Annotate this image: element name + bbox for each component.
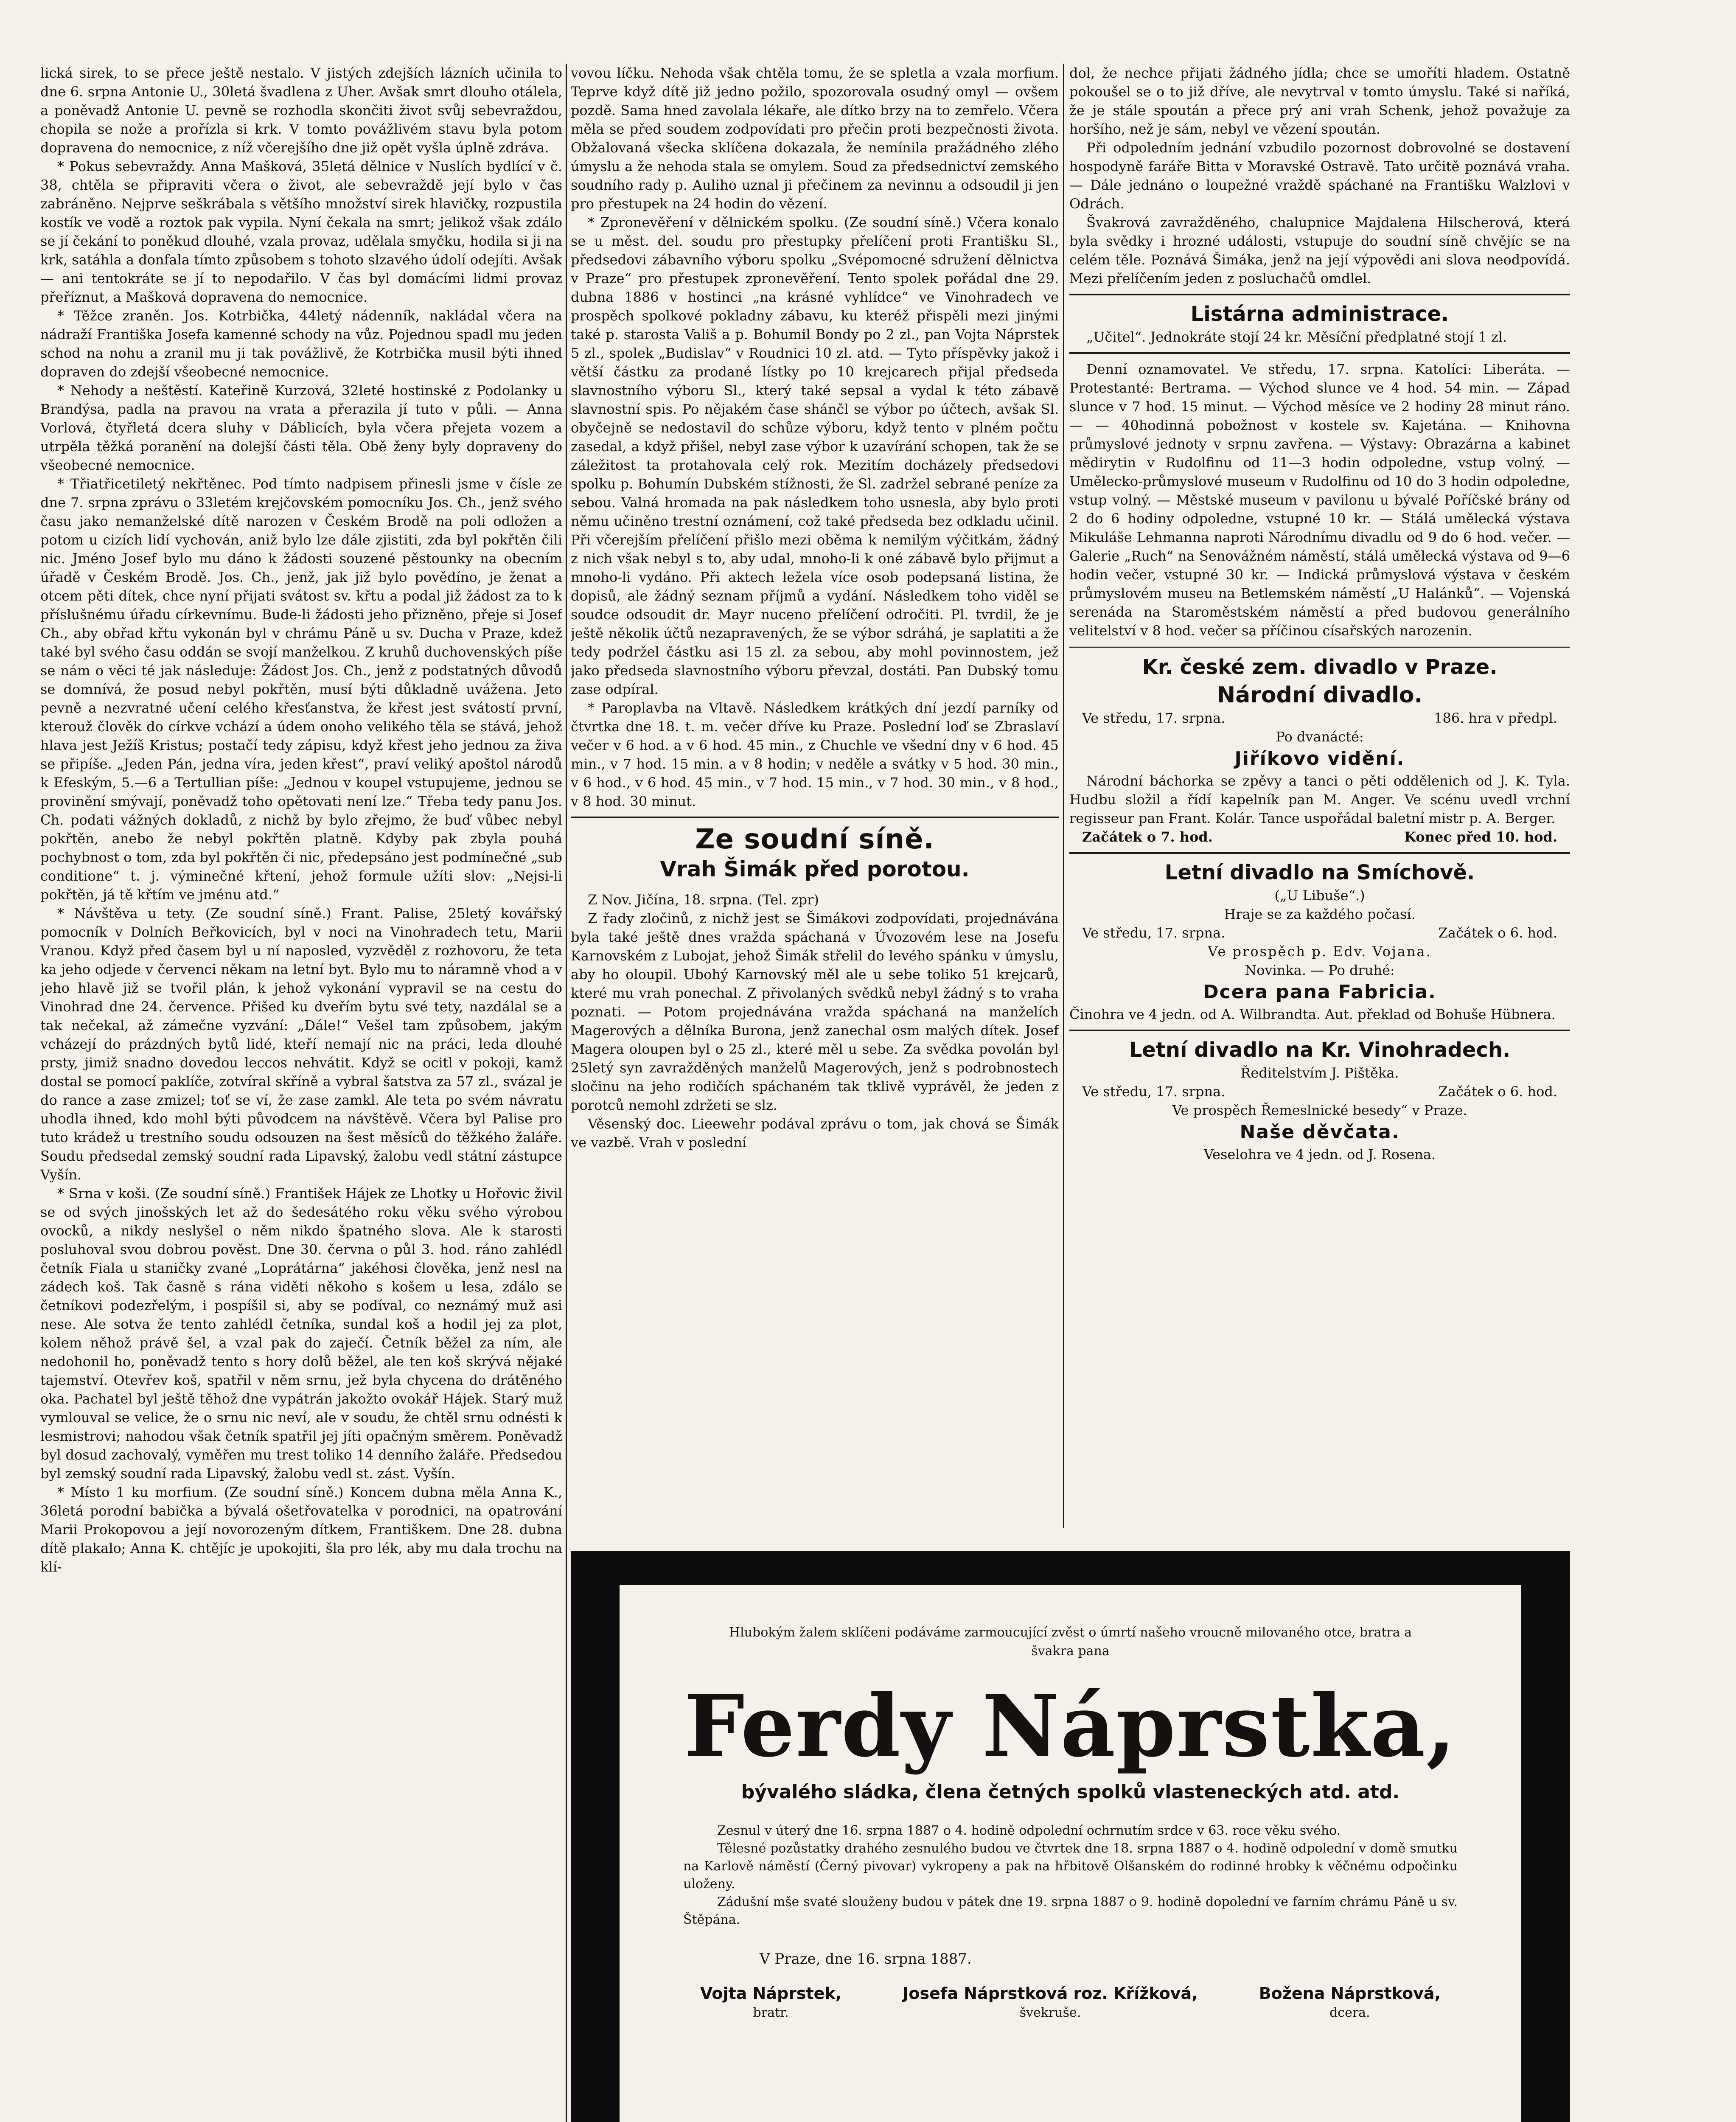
- signer-name: Vojta Náprstek,: [700, 1984, 842, 2003]
- theater-header: Kr. české zem. divadlo v Praze.: [1142, 655, 1498, 679]
- theater-performance: 186. hra v předpl.: [1434, 710, 1557, 726]
- benefit-line: Ve prospěch Řemeslnické besedy“ v Praze.: [1172, 1102, 1467, 1118]
- obituary-signatures: [700, 1982, 1441, 2021]
- signer: [1259, 1982, 1441, 2021]
- section-heading: Ze soudní síně.: [695, 824, 934, 855]
- benefit-line: Ve prospěch p. Edv. Vojana.: [1208, 943, 1432, 960]
- theater-date: Ve středu, 17. srpna.: [1082, 925, 1226, 941]
- signer: [700, 1982, 841, 2021]
- theater-date: Ve středu, 17. srpna.: [1082, 710, 1226, 726]
- column-left: [40, 64, 562, 2122]
- start-time: Začátek o 7. hod.: [1082, 829, 1213, 845]
- news-paragraph: Věsenský doc. Lieewehr podával zprávu o tom, jak chová se Šimák ve vazbě. Vrah v poslední: [571, 1116, 1059, 1151]
- end-time: Konec před 10. hod.: [1404, 829, 1557, 845]
- theater-date-row: [1069, 1082, 1570, 1101]
- theater-note: Novinka. — Po druhé:: [1245, 962, 1395, 978]
- divider: [571, 817, 1059, 818]
- theater-date-row: [1069, 923, 1570, 942]
- news-paragraph: Švakrová zavražděného, chalupnice Majdalena Hilscherová, která byla svědky i hrozné události, vstupuje do soudní síně chvějíc se na celém těle. Poznává Šimáka, jenž na její výpovědi ani slova neodpovídá. Mezi přelíčením jeden z posluchačů omdlel.: [1069, 214, 1570, 286]
- play-title: Dcera pana Fabricia.: [1203, 981, 1436, 1003]
- signer-name: Josefa Náprstková roz. Křížková,: [903, 1984, 1198, 2003]
- signer-role: švekruše.: [1019, 2005, 1081, 2020]
- column-rule: [566, 64, 567, 2122]
- theater-date: Ve středu, 17. srpna.: [1082, 1083, 1226, 1100]
- signer-role: bratr.: [753, 2005, 789, 2020]
- news-paragraph: * Nehody a neštěstí. Kateřině Kurzová, 32leté hostinské z Podolanky u Brandýsa, padla na pravou na vrata a přerazila jí tuto v půli. — Anna Vorlová, čtyřletá dcera sluhy v Dáblicích, byla včera přejeta vozem a utrpěla těžká poranění na dolejší části těla. Obě ženy byly dopraveny do všeobecné nemocnice.: [40, 382, 562, 473]
- news-paragraph: * Místo 1 ku morfium. (Ze soudní síně.) Koncem dubna měla Anna K., 36letá porodní babička a bývalá ošetřovatelka v porodnici, na opatrování Marii Prokopovou a její novorozeným dítkem, Františkem. Dne 28. dubna dítě plakalo; Anna K. chtějíc je upokojiti, šla pro lék, aby mu dala trochu na klí-: [40, 1484, 562, 1575]
- theater-name: Letní divadlo na Kr. Vinohradech.: [1129, 1038, 1511, 1062]
- news-paragraph: * Návštěva u tety. (Ze soudní síně.) Frant. Palise, 25letý kovářský pomocník v Dolních Beřkovicích, byl v noci na Vinohradech tetu, Marii Vranou. Když před časem byl u ní naposled, vyzvěděl z rozhovoru, že teta ka jeho odjede v červenci někam na letní byt. Bylo mu to náramně vhod a v jeho hlavě již se tvořil plán, k jehož vykonání vypravil se na cestu do Vinohrad dne 24. července. Přišed ku dveřím bytu své tety, nazdálal se a tak nečekal, až zámečne vyzvání: „Dále!“ Vešel tam způsobem, jakým vcházejí do prázdných bytů lidé, kteří nemají nic na práci, leda dlouhé prsty, jimiž snadno dovedou leccos nehvátit. Když se ocitl v pokoji, kamž dostal se pomocí paklíče, zotvíral skříně a vybral šatstva za 57 zl., svázal je do rance a zase zmizel; toť se ví, že zase zamkl. Ale teta po svém návratu uhodla ihned, kdo mohl býti původcem na návštěvě. Včera byl Palise pro tuto krádež u trestního soudu odsouzen na šest měsíců do těžkého žaláře. Soudu předsedal zemský soudní rada Lipavský, žalobu vedl státní zástupce Vyšín.: [40, 905, 562, 1183]
- obituary-intro: Hlubokým žalem sklíčeni podáváme zarmoucující zvěst o úmrtí našeho vroucně milovaného otce, bratra a švakra pana: [729, 1625, 1412, 1659]
- news-paragraph: Z řady zločinů, z nichž jest se Šimákovi zodpovídati, projednávána byla také ještě dnes vražda spáchaná v Úvozovém lese na Josefu Karnovském z Lubojat, jehož Šimák střelil do levého spánku v úmyslu, aby ho oloupil. Ubohý Karnovský měl ale u sebe toliko 51 krejcarů, které mu vrah ponechal. Z přivolaných svědků nebyl žádný s to vraha poznati. — Potom projednávána vražda spáchaná na manželích Magerových a dělníka Buronа, jenž zanechal osm malých dítek. Josef Magera oloupen byl o 25 zl., které měl u sebe. Za svědka povolán byl 25letý syn zavražděných manželů Magerových, jenž s podrobnostech sločinu na jeho rodičích spáchaném tak tklivě vyprávěl, že jeden z porotců nemohl zdržeti se slz.: [571, 910, 1059, 1113]
- obituary-description: bývalého sládka, člena četných spolků vlasteneckých atd. atd.: [741, 1781, 1400, 1803]
- signer-role: dcera.: [1329, 2005, 1370, 2020]
- divider: [1069, 1030, 1570, 1031]
- theater-subtitle: („U Libuše“.): [1274, 887, 1365, 904]
- play-description: Veselohra ve 4 jedn. od J. Rosena.: [1203, 1146, 1436, 1162]
- news-paragraph: * Zpronevěření v dělnickém spolku. (Ze soudní síně.) Včera konalo se u měst. del. soudu pro přestupky přelíčení proti Františku Sl., předsedovi zábavního výboru spolku „Svépomocné sdružení dělnictva v Praze“ pro přestupek zpronevěření. Tento spolek pořádal dne 29. dubna 1886 v hostinci „na krásné vyhlídce“ ve Vinohradech ve prospěch spolkové pokladny zábavu, ku kteréž přispěli mezi jinými také p. starosta Vališ a p. Bohumil Bondy po 2 zl., pan Vojta Náprstek 5 zl., spolek „Budislav“ v Roudnici 10 zl. atd. — Tyto příspěvky jakož i větší částku za prodané lístky po 10 krejcarech přijal předseda slavnostního výboru Sl., který také sepsal a vydal k této zábavě slavnostní spis. Po nějakém čase shánčl se výbor po účtech, avšak Sl. obyčejně se nedostavil do schůze výboru, když tento v plném počtu zasedal, a když přišel, nebyl zase výbor k uzavírání schopen, tak že se záležitost ta protahovala celý rok. Mezitím docházely předsedovi spolku p. Bohumín Dubském stížnosti, že Sl. zadržel sebrané peníze za sebou. Valná hromada na pak následkem toho usnesla, aby bylo proti němu učiněno trestní oznámení, což také předseda bez odkladu učinil. Při včerejším přelíčení přišlo mezi oběma k nemilým výčitkám, žádný z nich však nebyl s to, aby udal, mnoho-li k oné zábavě bylo přijmut a mnoho-li vydáno. Při aktech ležela více osob podepsaná listina, že dopisů, ale žádný seznam příjmů a vydání. Následkem toho viděl se soudce odsoudit dr. Mayr nuceno přelíčení odročiti. Pl. tvrdil, že je ještě několik účtů nezapravených, že se výbor sdráhá, je saplatiti a že tedy podržel částku asi 15 zl. za sebou, aby mohl povinnostem, jež jako předseda slavnostního výboru převzal, dostáti. Pan Dubský tomu zase odpíral.: [571, 214, 1059, 697]
- theater-name: Letní divadlo na Smíchově.: [1164, 861, 1475, 884]
- theater-note: Hraje se za každého počasí.: [1224, 906, 1416, 922]
- news-paragraph: Při odpoledním jednání vzbudilo pozornost dobrovolné se dostavení hospodyně faráře Bitta v Moravské Ostravě. Tato určitě poznává vraha. — Dále jednáno o loupežné vraždě spáchané na Františku Walzlovi v Odrách.: [1069, 140, 1570, 212]
- news-paragraph: * Třiatřicetiletý nekřtěnec. Pod tímto nadpisem přinesli jsme v čísle ze dne 7. srpna zprávu o 33letém krejčovském pomocníku Jos. Ch., jenž svého času jako nemanželské dítě narozen v Českém Brodě na poli odložen a potom u cizích lidí vychován, aniž bylo lze dále zjistiti, zda byl pokřtěn čili nic. Jméno Josef bylo mu dáno k žádosti souzené pěstounky na obecním úřadě v Českém Brodě. Jos. Ch., jenž, jak již bylo povědíno, je ženat a otcem pěti dítek, chce nyní přijati svátost sv. křtu a podal již žádost za to k příslušnému úřadu církevnímu. Bude-li žádosti jeho přizněno, přeje si Josef Ch., aby obřad křtu vykonán byl v chrámu Páně u sv. Ducha v Praze, kdež také byl svého času oddán se svojí manželkou. Z kruhů duchovenských píše se nám o věci té jak následuje: Žádost Jos. Ch., jenž z podstatných důvodů se domnívá, že posud nebyl pokřtěn, musí býti důkladně uvážena. Jeto pevně a nezvratné učení celého křesťanstva, že křest jest svátostí první, kterouž člověk do církve vchází a údem onoho velikého těla se stává, jehož hlava jest Ježíš Kristus; postačí tedy zápisu, když křest jeho jednou za živa se připíše. „Jeden Pán, jedna víra, jeden křest“, praví veliký apoštol národů k Efeským, 5.—6 a Tertullian píše: „Jednou v koupel vstupujeme, jednou se provinění smývají, poněvadž toho opětovati není lze.“ Třeba tedy panu Jos. Ch. podati vážných dokladů, z nichž by bylo zřejmo, že buď vůbec nebyl pokřtěn, anebo že nebyl pokřtěn platně. Kdyby pak zbyla pouhá pochybnost o tom, zda byl pokřtěn či nic, předepsáno jest podmínečné „sub conditione“ t. j. výminečné křtení, jehož formule užíti slov: „Nejsi-li pokřtěn, já tě křtím ve jménu atd.“: [40, 476, 562, 903]
- play-description: Národní báchorka se zpěvy a tanci o pěti oddělenich od J. K. Tyla. Hudbu složil a řídí kapelník pan M. Anger. Ve scénu uvedl vrchní regisseur pan Frant. Kolár. Tance uspořádal baletní mistr p. A. Berger.: [1069, 773, 1570, 826]
- column-rule: [1063, 64, 1064, 1528]
- play-title: Jiříkovo vidění.: [1234, 748, 1405, 769]
- daily-announcements: Denní oznamovatel. Ve středu, 17. srpna. Katolíci: Liberáta. — Protestanté: Bertrama. — Východ slunce ve 4 hod. 54 min. — Západ slunce v 7 hod. 15 minut. — Východ měsíce ve 2 hodiny 28 minut ráno. — — 40hodinná pobožnost v kostele sv. Kajetána. — Knihovna průmyslové jednoty v srpnu zavřena. — Výstavy: Obrazárna a kabinet mědirytin v Rudolfinu od 11—3 hodin odpoledne, vstup volný. — Umělecko-průmyslové museum v Rudolfinu od 10 do 3 hodin odpoledne, vstup volný. — Městské museum v pavilonu u bývalé Poříčské brány od 2 do 6 hodiny odpoledne, vstupné 10 kr. — Stálá umělecká výstava Mikuláše Lehmanna naproti Národnímu divadlu od 9 do 6 hod. večer. — Galerie „Ruch“ na Senovážném náměstí, stálá umělecká výstava od 9—6 hodin večer, vstupné 30 kr. — Indická průmyslová výstava v českém průmyslovém museu na Betlemském náměstí „U Halánků“. — Vojenská serenáda na Staroměstském náměstí a před budovou generálního velitelství v 8 hod. večer sa příčinou císařských narozenin.: [1069, 361, 1570, 639]
- news-paragraph: * Paroplavba na Vltavě. Následkem krátkých dní jezdí parníky od čtvrtka dne 18. t. m. večer dříve ku Praze. Poslední loď se Zbraslaví večer v 6 hod. a v 6 hod. 45 min., z Chuchle ve všední dny v 6 hod. 45 min., v 7 hod. 15 min. a v 8 hodin; v neděle a svátky v 5 hod. 30 min., v 6 hod., v 6 hod. 45 min., v 7 hod. 15 min., v 7 hod. 30 min., v 8 hod., v 8 hod. 30 minut.: [571, 700, 1059, 809]
- divider: [1069, 646, 1570, 648]
- news-paragraph: * Pokus sebevraždy. Anna Mašková, 35letá dělnice v Nuslích bydlící v č. 38, chtěla se připraviti včera o život, ale sebevraždě její bylo v čas zabráněno. Nejprve seškrábala s většího množství sirek hlavičky, rozpustila kostík ve vodě a roztok pak vypila. Nyní čekala na smrt; jelikož však zdálo se jí čekání to poněkud dlouhé, vzala provaz, udělala smyčku, hodila si ji na krk, satáhla a donfala tímto způsobem s tohoto slzavého údolí odejíti. Avšak — ani tentokráte se jí to nepodařilo. V čas byl domácími lidmi provaz přeříznut, a Mašková dopravena do nemocnice.: [40, 158, 562, 305]
- theater-date-row: [1069, 709, 1570, 727]
- signer-name: Božena Náprstková,: [1259, 1984, 1441, 2003]
- divider: [1069, 294, 1570, 295]
- column-middle: [571, 64, 1059, 1528]
- play-title: Naše děvčata.: [1240, 1121, 1400, 1143]
- news-paragraph: lická sirek, to se přece ještě nestalo. V jistých zdejších lázních učinila to dne 6. srpna Antonie U., 30letá švadlena z Uher. Avšak smrt dlouho otálela, a poněvadž Antonie U. pevně se rozhodla skončiti život svůj sebevraždou, chopila se nože a prořízla si krk. V tomto povážlivém stavu byla potom dopravena do nemocnice, z níž včerejšího dne již opět vyšla úplně zdráva.: [40, 65, 562, 156]
- news-paragraph: * Srna v koši. (Ze soudní síně.) František Hájek ze Lhotky u Hořovic živil se od svých jinošských let až do šedesátého roku věku svého výrobou ovocků, a nikdy neslyšel o něm nikdo špatného slova. Ale k starosti posluhoval svou dobrou pověst. Dne 30. června o půl 3. hod. ráno zahlédl četník Fiala u staničky zvané „Loprátárna“ jakéhosi člověka, jenž nesl na zádech koš. Tak časně s rána viděti někoho s košem u lesa, zdálo se četníkovi podezřelým, i pospíšil si, aby se podíval, co neznámý muž asi nese. Ale sotva že tento zahlédl četníka, sundal koš a hodil jej za plot, kolem něhož právě šel, a vzal pak do zaječí. Četník běžel za ním, ale nedohonil ho, poněvadž tento s hory dolů běžel, ale ten koš skrývá nějaké tajemství. Otevřev koš, spatřil v něm srnu, jež byla chycena do drátěného oka. Pachatel byl ještě těhož dne vypátrán jakožto ovokář Hájek. Starý muž vymlouval se velice, že o srnu nic neví, ale v soudu, že chtěl srnu odnésti k lesmistrovi; nahodou však četník spatřil jej jíti opačným směrem. Poněvadž byl dosud zachovalý, vyměřen mu trest toliko 14 denního žaláře. Předsedou byl zemský soudní rada Lipavský, žalobu vedl st. zást. Vyšín.: [40, 1185, 562, 1482]
- divider: [1069, 352, 1570, 354]
- news-paragraph: * Těžce zraněn. Jos. Kotrbička, 44letý nádenník, nakládal včera na nádraží Františka Josefa kamenné schody na vůz. Pojednou spadl mu jeden schod na nohu a zranil mu ji tak povážlivě, že Kotrbička musil býti ihned dopraven do zdejší všeobecné nemocnice.: [40, 308, 562, 380]
- listarna-heading: Listárna administrace.: [1190, 302, 1449, 326]
- theater-name: Národní divadlo.: [1217, 682, 1423, 708]
- theater-times: [1069, 828, 1570, 846]
- column-right: [1069, 64, 1570, 1528]
- obituary-body: [620, 1585, 1521, 2122]
- obituary-place-date: V Praze, dne 16. srpna 1887.: [760, 1951, 972, 1968]
- obituary-paragraph: Zádušní mše svaté slouženy budou v pátek dne 19. srpna 1887 o 9. hodině dopolední ve farním chrámu Páně u sv. Štěpána.: [683, 1895, 1458, 1927]
- signer: [903, 1982, 1198, 2021]
- listarna-text: „Učitel“. Jednokráte stojí 24 kr. Měsíční předplatné stojí 1 zl.: [1086, 329, 1507, 345]
- obituary-frame: [571, 1551, 1570, 2122]
- obituary-paragraph: Zesnul v úterý dne 16. srpna 1887 o 4. hodině odpolední ochrnutím srdce v 63. roce věku svého.: [717, 1823, 1341, 1838]
- news-paragraph: dol, že nechce přijati žádného jídla; chce se umoříti hladem. Ostatně pokoušel se o to již dříve, ale nevytrval v tomto úmyslu. Také si naříká, že je stále spoután a přece prý ani vrah Schenk, jehož považuje za horšího, než je sám, nebyl ve vězení spoután.: [1069, 65, 1570, 137]
- obituary-name: Ferdy Náprstka,: [684, 1676, 1457, 1776]
- news-paragraph: vovou líčku. Nehoda však chtěla tomu, že se spletla a vzala morfium. Teprve když dítě již jedno požilo, spozorovala osudný omyl — ovšem pozdě. Sama hned zavolala lékaře, ale dítko brzy na to zemřelo. Včera měla se před soudem zodpovídati pro přečin proti bezpečnosti života. Obžalovaná všecka sklíčena dokazala, že nemínila pražádného zlého úmyslu a že nehoda stala se omylem. Soud za předsednictví zemského soudního rady p. Auliho uznal ji přečinem za nevinnu a odsoudil ji jen pro přestupek na 24 hodin do vězení.: [571, 65, 1059, 212]
- play-description: Činohra ve 4 jedn. od A. Wilbrandta. Aut. překlad od Bohuše Hübnera.: [1069, 1006, 1556, 1022]
- dateline: Z Nov. Jičína, 18. srpna. (Tel. zpr): [588, 892, 819, 908]
- section-subheading: Vrah Šimák před porotou.: [660, 857, 970, 881]
- divider: [1069, 852, 1570, 854]
- start-time: Začátek o 6. hod.: [1438, 1083, 1557, 1100]
- start-time: Začátek o 6. hod.: [1438, 925, 1557, 941]
- obituary-paragraph: Tělesné pozůstatky drahého zesnulého budou ve čtvrtek dne 18. srpna 1887 o 4. hodině odpolední v domě smutku na Karlově náměstí (Černý pivovar) vykropeny a pak na hřbitově Olšanském do rodinné hrobky k věčnému odpočinku uloženy.: [683, 1841, 1458, 1892]
- theater-note: Po dvanácté:: [1276, 729, 1364, 745]
- theater-director: Ředitelstvím J. Pištěka.: [1240, 1065, 1399, 1081]
